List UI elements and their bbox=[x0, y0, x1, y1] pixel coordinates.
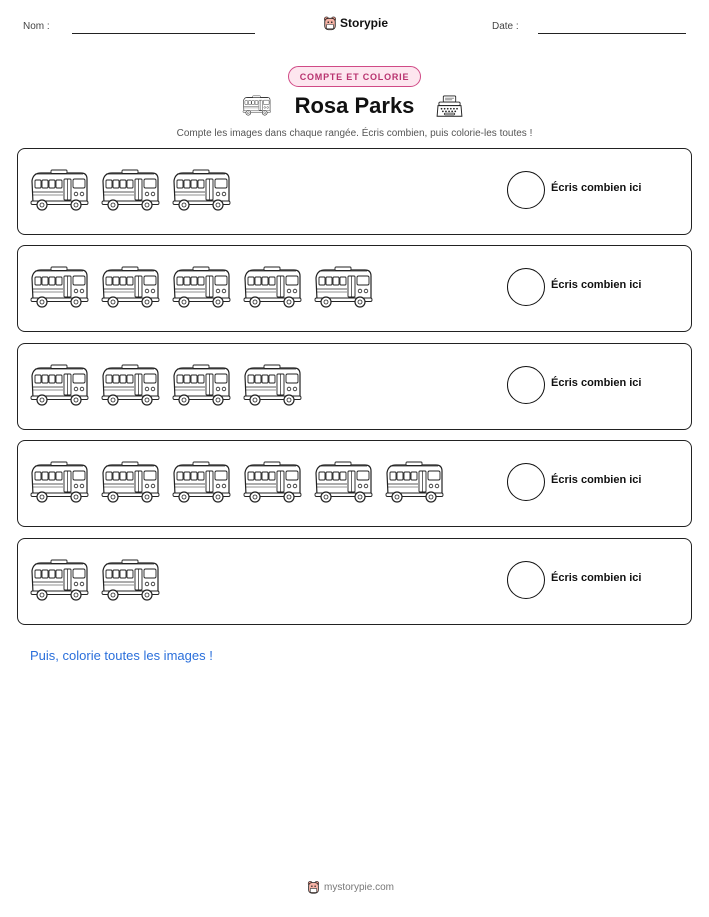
footer-instruction: Puis, colorie toutes les images ! bbox=[30, 648, 213, 663]
bus-icon[interactable] bbox=[100, 266, 162, 308]
brand bbox=[323, 13, 388, 33]
counting-row bbox=[17, 343, 692, 430]
bus-icon[interactable] bbox=[29, 364, 91, 406]
brand-name: Storypie bbox=[340, 16, 389, 30]
answer-label: Écris combien ici bbox=[551, 474, 642, 486]
bus-icon[interactable] bbox=[29, 169, 91, 211]
bus-icon[interactable] bbox=[313, 266, 375, 308]
answer-label: Écris combien ici bbox=[551, 572, 642, 584]
bus-icon[interactable] bbox=[242, 266, 304, 308]
bus-icon[interactable] bbox=[242, 461, 304, 503]
bus-icon[interactable] bbox=[100, 461, 162, 503]
bus-icon[interactable] bbox=[171, 169, 233, 211]
date-field-line[interactable] bbox=[538, 33, 686, 34]
answer-circle[interactable] bbox=[507, 366, 545, 404]
bus-icon[interactable] bbox=[100, 559, 162, 601]
page-title: Rosa Parks bbox=[294, 93, 415, 118]
answer-label: Écris combien ici bbox=[551, 279, 642, 291]
counting-row bbox=[17, 440, 692, 527]
bus-icon[interactable] bbox=[384, 461, 446, 503]
bus-icon[interactable] bbox=[29, 266, 91, 308]
instructions: Compte les images dans chaque rangée. Écris combien, puis colorie-les toutes ! bbox=[176, 128, 533, 139]
answer-circle[interactable] bbox=[507, 561, 545, 599]
name-field-line[interactable] bbox=[72, 33, 255, 34]
activity-badge: COMPTE ET COLORIE bbox=[288, 66, 421, 87]
typewriter-icon bbox=[436, 95, 463, 118]
answer-label: Écris combien ici bbox=[551, 182, 642, 194]
bus-icon[interactable] bbox=[171, 266, 233, 308]
answer-circle[interactable] bbox=[507, 268, 545, 306]
answer-circle[interactable] bbox=[507, 463, 545, 501]
bus-icon[interactable] bbox=[100, 169, 162, 211]
counting-row bbox=[17, 245, 692, 332]
bus-icon[interactable] bbox=[171, 364, 233, 406]
bus-icon[interactable] bbox=[242, 364, 304, 406]
bus-icon[interactable] bbox=[29, 559, 91, 601]
name-label: Nom : bbox=[23, 21, 50, 32]
bus-icon[interactable] bbox=[100, 364, 162, 406]
counting-row bbox=[17, 148, 692, 235]
bus-icon[interactable] bbox=[29, 461, 91, 503]
storypie-logo-icon bbox=[307, 880, 320, 895]
answer-label: Écris combien ici bbox=[551, 377, 642, 389]
bus-icon[interactable] bbox=[313, 461, 375, 503]
bus-icon[interactable] bbox=[171, 461, 233, 503]
counting-row bbox=[17, 538, 692, 625]
site-url: mystorypie.com bbox=[324, 882, 395, 893]
answer-circle[interactable] bbox=[507, 171, 545, 209]
site-footer bbox=[307, 880, 394, 895]
storypie-logo-icon bbox=[323, 15, 337, 32]
date-label: Date : bbox=[492, 21, 519, 32]
